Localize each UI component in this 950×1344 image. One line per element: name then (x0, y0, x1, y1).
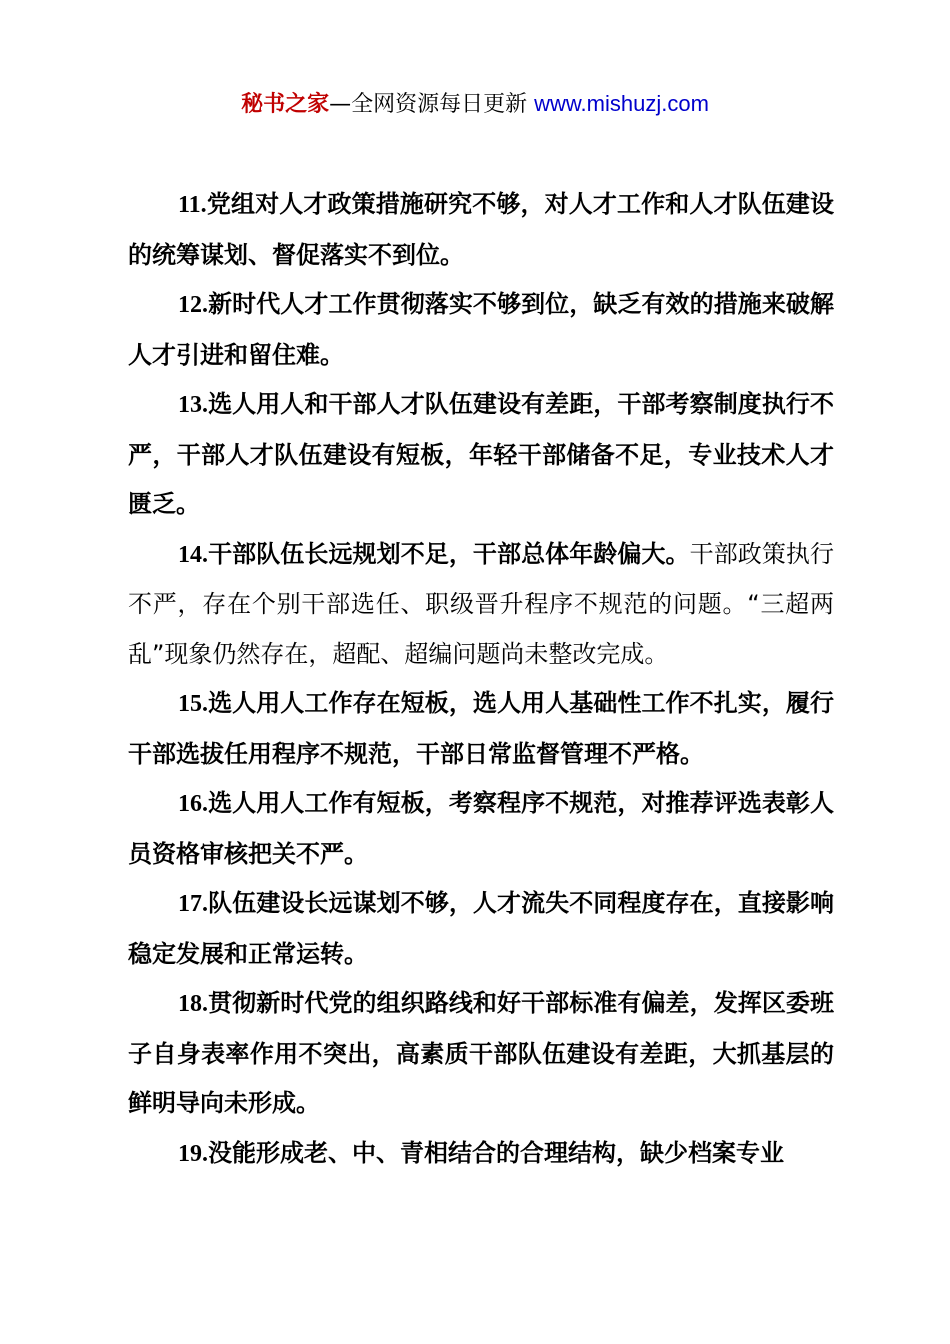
item-number: 14. (178, 541, 208, 568)
item-15 (128, 679, 834, 779)
site-url-link[interactable]: www.mishuzj.com (534, 91, 709, 116)
item-text-bold: 选人用人工作存在短板，选人用人基础性工作不扎实，履行干部选拔任用程序不规范，干部日常监督管理不严格。 (128, 689, 834, 768)
item-number: 18. (178, 991, 208, 1017)
item-text-bold: 选人用人工作有短板，考察程序不规范，对推荐评选表彰人员资格审核把关不严。 (128, 789, 834, 868)
item-text-bold: 队伍建设长远谋划不够，人才流失不同程度存在，直接影响稳定发展和正常运转。 (128, 889, 834, 968)
item-number: 17. (178, 891, 208, 917)
item-18 (128, 979, 834, 1129)
item-number: 16. (178, 791, 208, 817)
document-body (128, 180, 834, 1179)
item-13 (128, 380, 834, 530)
item-19 (128, 1129, 834, 1180)
item-12 (128, 280, 834, 380)
item-text-bold: 新时代人才工作贯彻落实不够到位，缺乏有效的措施来破解人才引进和留住难。 (128, 290, 834, 369)
item-text-bold: 干部队伍长远规划不足，干部总体年龄偏大。 (208, 539, 690, 568)
item-number: 13. (178, 392, 208, 418)
item-17 (128, 879, 834, 979)
item-11 (128, 180, 834, 280)
item-16 (128, 779, 834, 879)
site-header (0, 88, 950, 121)
item-number: 11. (178, 192, 207, 218)
item-text-normal: 干部政策执行不严，存在个别干部选任、职级晋升程序不规范的问题。“三超两乱”现象仍然存在，超配、超编问题尚未整改完成。 (128, 539, 835, 668)
item-number: 12. (178, 292, 208, 318)
item-text-bold: 没能形成老、中、青相结合的合理结构，缺少档案专业 (208, 1138, 784, 1167)
item-number: 15. (178, 691, 208, 717)
item-number: 19. (178, 1140, 208, 1167)
item-text-bold: 贯彻新时代党的组织路线和好干部标准有偏差，发挥区委班子自身表率作用不突出，高素质干部队伍建设有差距，大抓基层的鲜明导向未形成。 (128, 989, 834, 1117)
item-14 (128, 530, 834, 680)
item-text-bold: 选人用人和干部人才队伍建设有差距，干部考察制度执行不严，干部人才队伍建设有短板，年轻干部储备不足，专业技术人才匮乏。 (128, 390, 834, 518)
brand-name: 秘书之家 (241, 92, 330, 117)
item-text-bold: 党组对人才政策措施研究不够，对人才工作和人才队伍建设的统筹谋划、督促落实不到位。 (128, 190, 834, 269)
header-tagline: —全网资源每日更新 (329, 92, 535, 117)
